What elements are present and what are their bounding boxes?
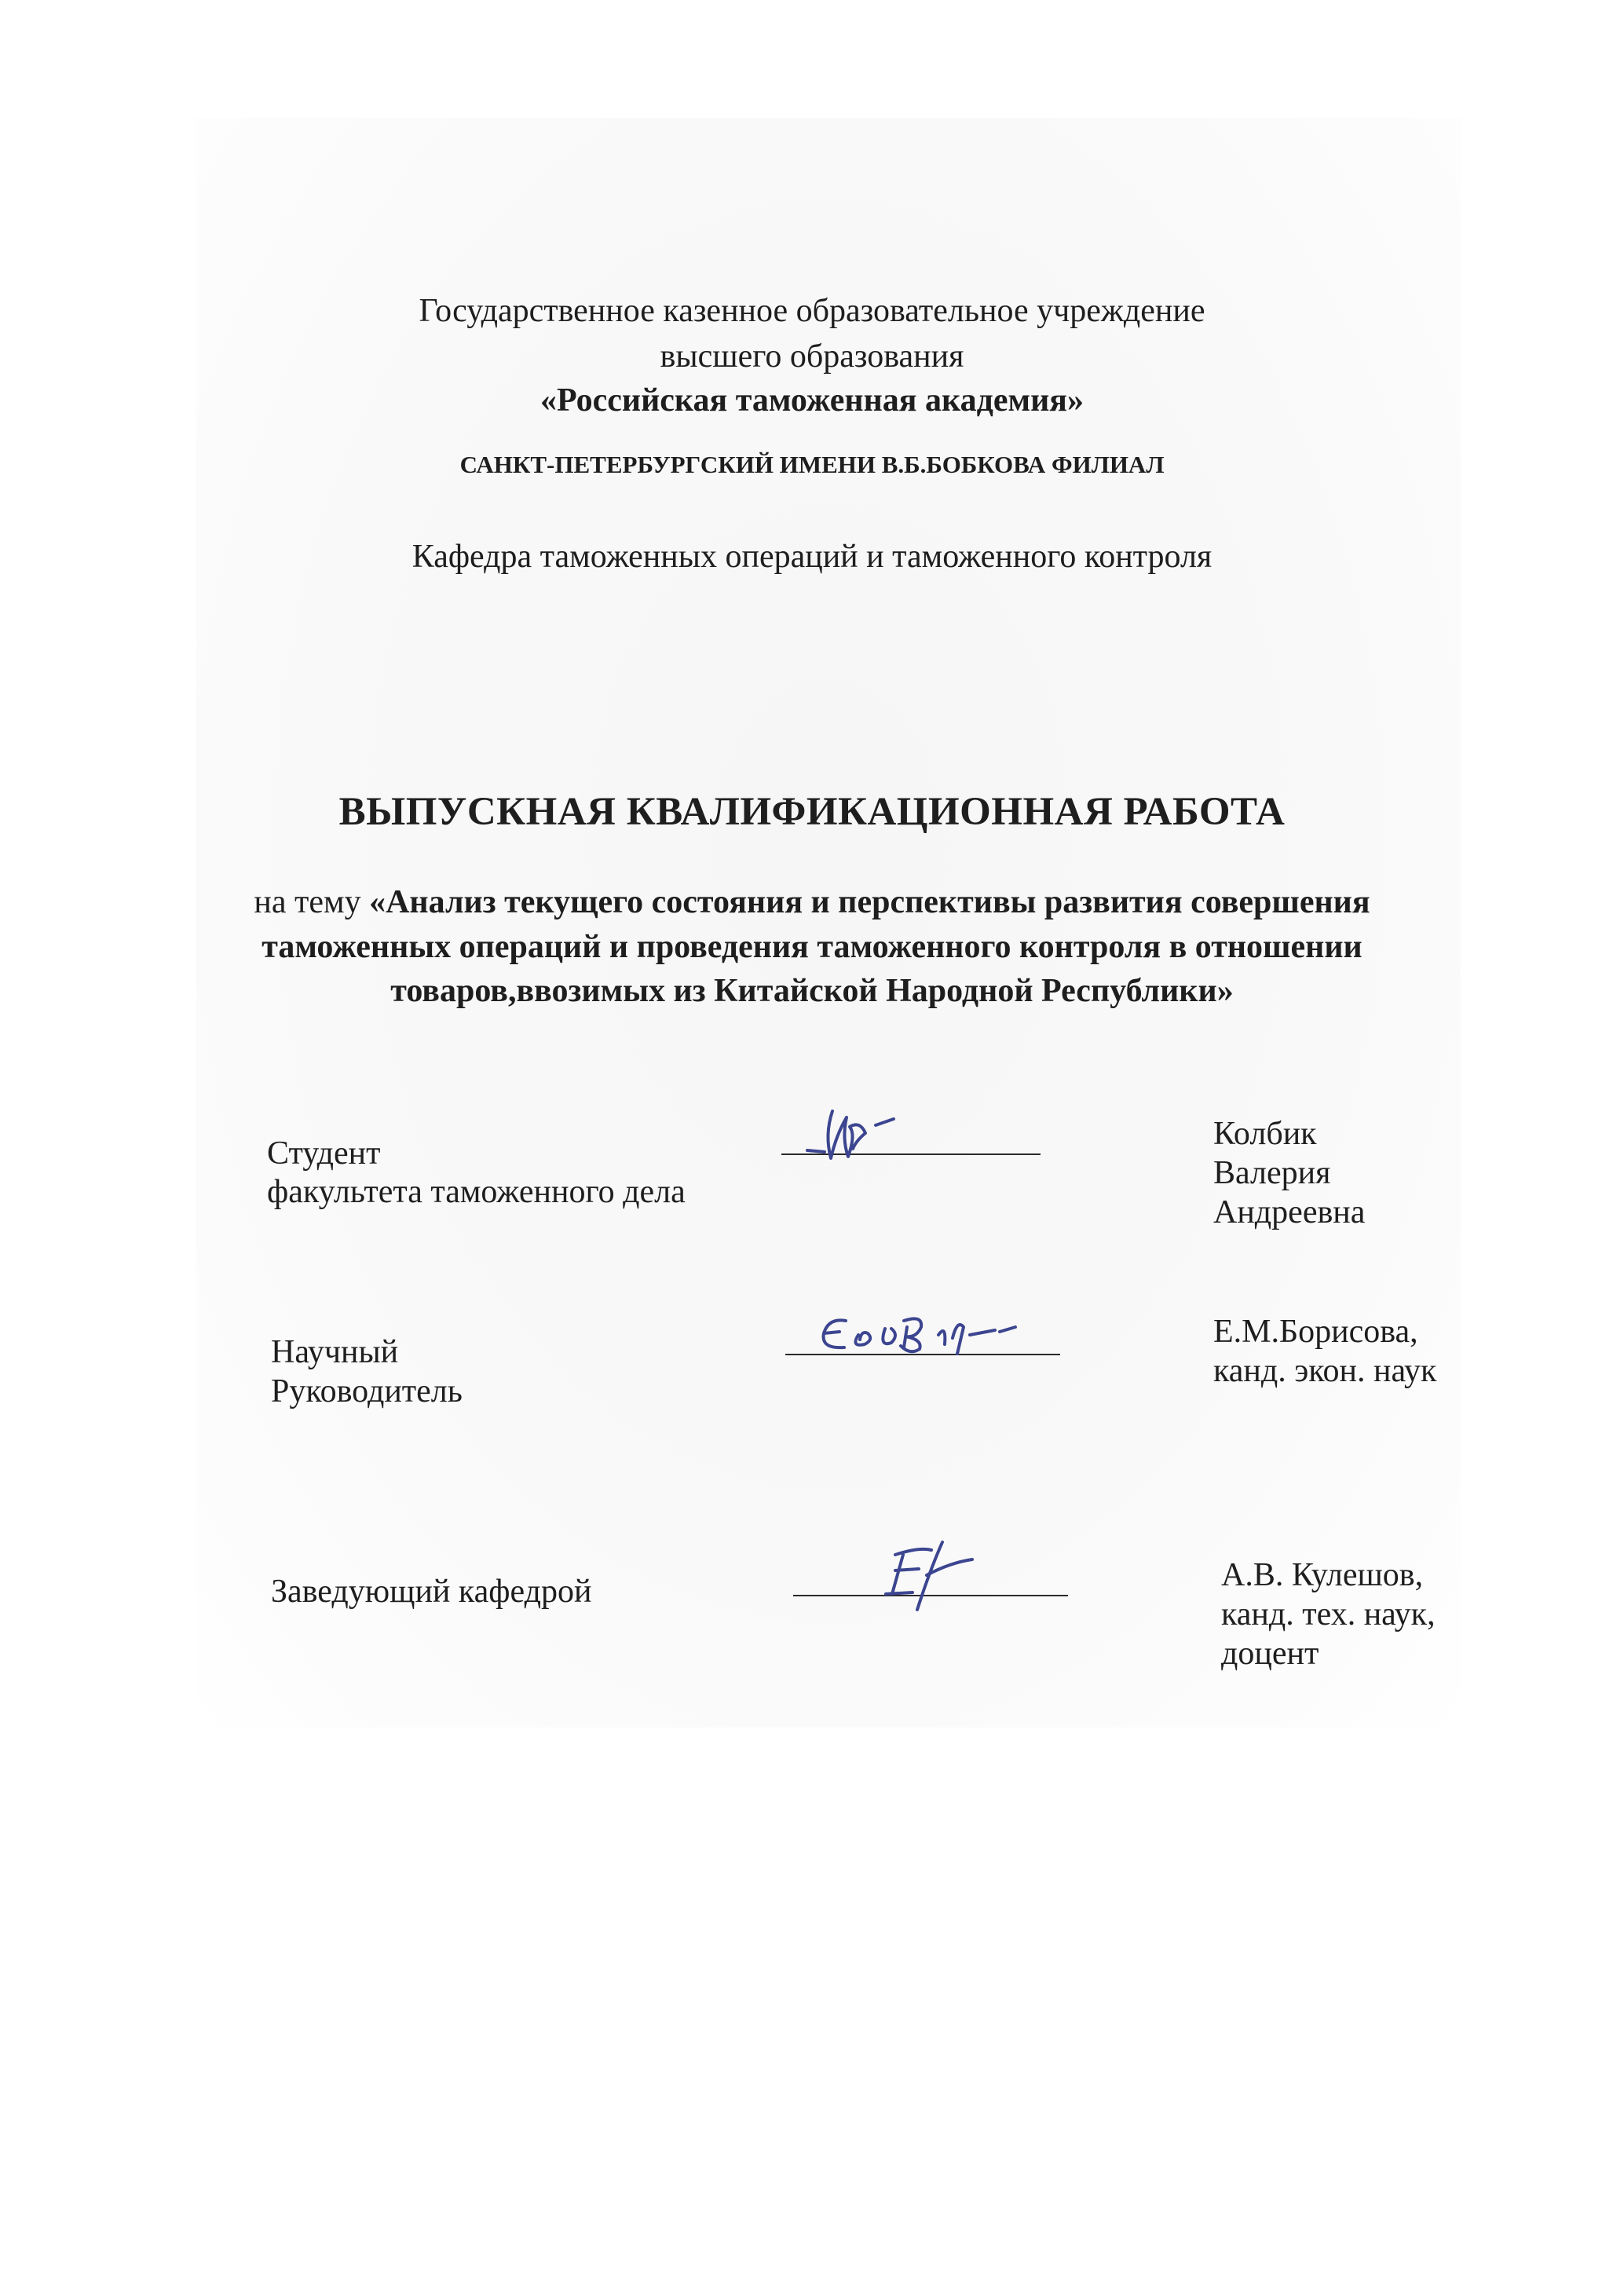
- supervisor-degree: канд. экон. наук: [1213, 1353, 1437, 1389]
- supervisor-name: Е.М.Борисова,: [1213, 1314, 1418, 1350]
- institution-type: Государственное казенное образовательное учреждение: [419, 293, 1205, 329]
- topic-text-1: «Анализ текущего состояния и перспективы развития совершения: [369, 884, 1370, 920]
- student-first-name: Валерия: [1213, 1155, 1331, 1191]
- topic-line-1: [0, 883, 1624, 921]
- topic-line-3: товаров,ввозимых из Китайской Народной Республики»: [390, 973, 1234, 1009]
- supervisor-role-2: Руководитель: [271, 1373, 463, 1409]
- student-surname: Колбик: [1213, 1116, 1317, 1152]
- head-degree: канд. тех. наук,: [1221, 1596, 1436, 1632]
- supervisor-role-1: Научный: [271, 1334, 399, 1370]
- student-role-1: Студент: [267, 1135, 381, 1172]
- head-title: доцент: [1221, 1636, 1319, 1672]
- student-signature: [801, 1103, 911, 1174]
- student-role-2: факультета таможенного дела: [267, 1174, 686, 1210]
- student-patronymic: Андреевна: [1213, 1194, 1366, 1230]
- topic-prefix: на тему: [254, 884, 370, 920]
- institution-level: высшего образования: [660, 338, 964, 375]
- head-role: Заведующий кафедрой: [271, 1574, 592, 1610]
- topic-line-2: таможенных операций и проведения таможенного контроля в отношении: [262, 929, 1362, 965]
- branch-name: САНКТ-ПЕТЕРБУРГСКИЙ ИМЕНИ В.Б.БОБКОВА ФИЛИАЛ: [459, 451, 1165, 478]
- supervisor-signature: [813, 1303, 1025, 1366]
- institution-name: «Российская таможенная академия»: [540, 382, 1084, 419]
- document-title: ВЫПУСКНАЯ КВАЛИФИКАЦИОННАЯ РАБОТА: [338, 790, 1286, 834]
- head-name: А.В. Кулешов,: [1221, 1557, 1424, 1593]
- head-signature: [872, 1531, 989, 1618]
- department-name: Кафедра таможенных операций и таможенного контроля: [411, 539, 1213, 575]
